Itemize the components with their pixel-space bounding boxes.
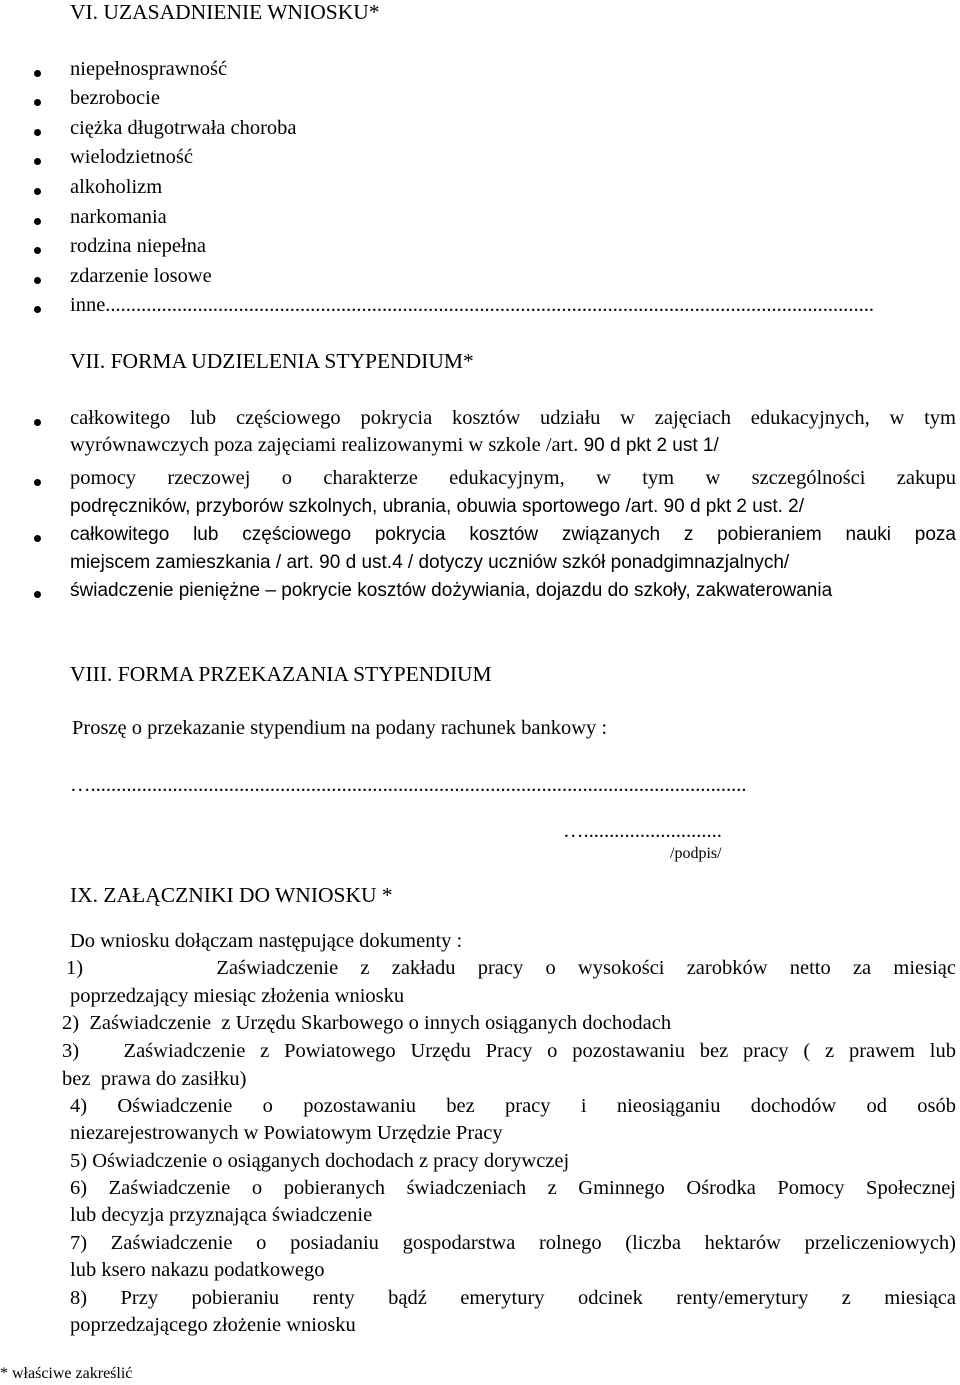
footnote: * właściwe zakreślić bbox=[0, 1365, 133, 1382]
form-option-text: wyrównawczych poza zajęciami realizowanymi w szkole /art. 90 d pkt 2 ust 1/ bbox=[70, 434, 719, 456]
attachment-item: 3) Zaświadczenie z Powiatowego Urzędu Pracy o pozostawaniu bez pracy ( z prawem lub bbox=[62, 1040, 956, 1062]
attachment-item: lub ksero nakazu podatkowego bbox=[70, 1259, 325, 1281]
attachment-item: 4) Oświadczenie o pozostawaniu bez pracy i nieosiąganiu dochodów od osób bbox=[70, 1095, 956, 1117]
form-option-text: podręczników, przyborów szkolnych, ubrania, obuwia sportowego /art. 90 d pkt 2 ust. 2/ bbox=[70, 496, 805, 517]
form-option-text: całkowitego lub częściowego pokrycia kosztów udziału w zajęciach edukacyjnych, w tym bbox=[70, 407, 956, 429]
section-vii-heading: VII. FORMA UDZIELENIA STYPENDIUM* bbox=[70, 349, 474, 373]
bullet-icon bbox=[34, 129, 41, 136]
attachment-item: poprzedzający miesiąc złożenia wniosku bbox=[70, 985, 405, 1007]
bullet-icon bbox=[34, 479, 41, 486]
bullet-icon bbox=[34, 591, 41, 598]
reason-item: ciężka długotrwała choroba bbox=[70, 117, 297, 139]
attachment-item: lub decyzja przyznająca świadczenie bbox=[70, 1204, 373, 1226]
reason-item: rodzina niepełna bbox=[70, 235, 207, 257]
signature-label: /podpis/ bbox=[670, 845, 722, 862]
bullet-icon bbox=[34, 535, 41, 542]
attachment-item: 5) Oświadczenie o osiąganych dochodach z pracy dorywczej bbox=[70, 1150, 570, 1172]
attachment-item: niezarejestrowanych w Powiatowym Urzędzie Pracy bbox=[70, 1122, 503, 1144]
bank-account-field[interactable]: …................................................................................................................................ bbox=[70, 774, 747, 796]
reason-item: zdarzenie losowe bbox=[70, 265, 212, 287]
reason-item: narkomania bbox=[70, 206, 167, 228]
bullet-icon bbox=[34, 70, 41, 77]
reason-item: wielodzietność bbox=[70, 146, 193, 168]
form-option-text: świadczenie pieniężne – pokrycie kosztów dożywiania, dojazdu do szkoły, zakwaterowania bbox=[70, 580, 833, 601]
reason-item: bezrobocie bbox=[70, 87, 160, 109]
form-option-text: miejscem zamieszkania / art. 90 d ust.4 / dotyczy uczniów szkół ponadgimnazjalnych/ bbox=[70, 552, 790, 573]
bullet-icon bbox=[34, 277, 41, 284]
bullet-icon bbox=[34, 99, 41, 106]
attachments-intro: Do wniosku dołączam następujące dokumenty : bbox=[70, 930, 463, 952]
attachment-item: 1) Zaświadczenie z zakładu pracy o wysokości zarobków netto za miesiąc bbox=[66, 957, 956, 979]
reason-item-other: inne...................................................................................................................................................... bbox=[70, 294, 875, 316]
attachment-item: poprzedzającego złożenie wniosku bbox=[70, 1314, 356, 1336]
signature-line: …........................... bbox=[563, 820, 722, 842]
attachment-item: bez prawa do zasiłku) bbox=[62, 1068, 247, 1090]
form-option-text: pomocy rzeczowej o charakterze edukacyjnym, w tym w szczególności zakupu bbox=[70, 467, 956, 489]
bullet-icon bbox=[34, 188, 41, 195]
attachment-item: 8) Przy pobieraniu renty bądź emerytury odcinek renty/emerytury z miesiąca bbox=[70, 1287, 956, 1309]
section-viii-heading: VIII. FORMA PRZEKAZANIA STYPENDIUM bbox=[70, 662, 492, 686]
reason-item: alkoholizm bbox=[70, 176, 163, 198]
section-ix-heading: IX. ZAŁĄCZNIKI DO WNIOSKU * bbox=[70, 883, 393, 907]
bullet-icon bbox=[34, 218, 41, 225]
bank-request-text: Proszę o przekazanie stypendium na podany rachunek bankowy : bbox=[72, 717, 608, 739]
attachment-item: 7) Zaświadczenie o posiadaniu gospodarstwa rolnego (liczba hektarów przeliczeniowych) bbox=[70, 1232, 956, 1254]
section-vi-heading: VI. UZASADNIENIE WNIOSKU* bbox=[70, 0, 380, 24]
bullet-icon bbox=[34, 247, 41, 254]
attachment-item: 2) Zaświadczenie z Urzędu Skarbowego o innych osiąganych dochodach bbox=[62, 1012, 672, 1034]
reason-item: niepełnosprawność bbox=[70, 58, 228, 80]
bullet-icon bbox=[34, 306, 41, 313]
form-option-text: całkowitego lub częściowego pokrycia kosztów związanych z pobieraniem nauki poza bbox=[70, 524, 956, 545]
bullet-icon bbox=[34, 158, 41, 165]
attachment-item: 6) Zaświadczenie o pobieranych świadczeniach z Gminnego Ośrodka Pomocy Społecznej bbox=[70, 1177, 956, 1199]
bullet-icon bbox=[34, 419, 41, 426]
